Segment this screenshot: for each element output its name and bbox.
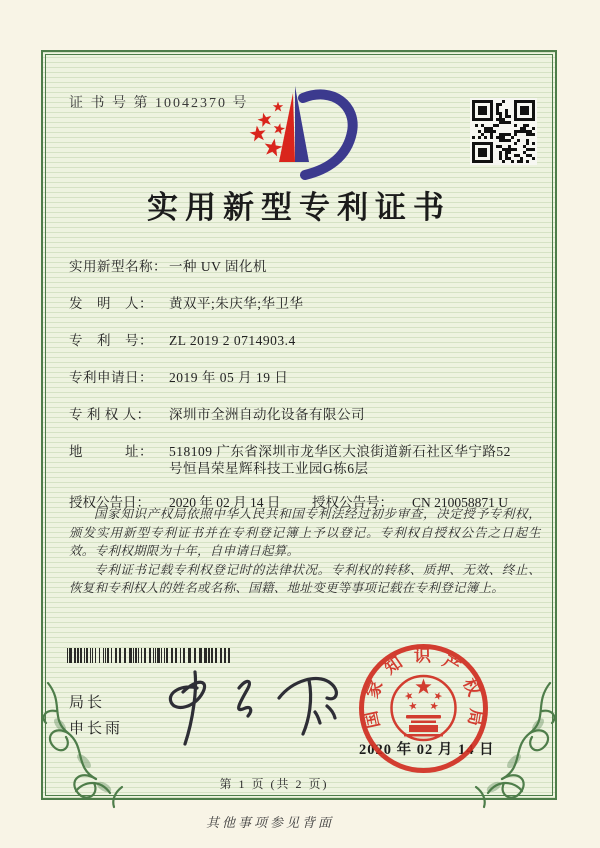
field-row-address — [69, 443, 531, 477]
officer-block — [69, 690, 123, 742]
field-row-patentee — [69, 406, 531, 423]
grant-no-value: CN 210058871 U — [412, 495, 509, 510]
field-value: 一种 UV 固化机 — [169, 259, 268, 274]
field-row-filing-date — [69, 369, 531, 386]
certificate-number: 证 书 号 第 10042370 号 — [69, 96, 249, 111]
field-label: 实用新型名称： — [69, 259, 167, 274]
field-row-name — [69, 258, 531, 275]
field-value: ZL 2019 2 0714903.4 — [169, 333, 296, 348]
page-footer: 第 1 页 (共 2 页) — [219, 777, 329, 791]
back-note: 其他事项参见背面 — [205, 815, 334, 830]
cnipa-logo-icon — [229, 80, 369, 190]
certificate-title: 实用新型专利证书 — [147, 190, 451, 225]
national-emblem-icon — [392, 676, 456, 740]
field-label: 专 利 号： — [69, 333, 153, 348]
field-row-patent-no — [69, 332, 531, 349]
field-label: 专 利 权 人： — [69, 407, 151, 422]
field-label: 发 明 人： — [69, 296, 153, 311]
field-label: 专利申请日： — [69, 370, 153, 385]
certificate-sheet — [41, 50, 557, 800]
grant-date-label: 授权公告日： — [69, 495, 150, 510]
seal-date: 2020 年 02 月 14 日 — [359, 742, 495, 758]
field-row-inventors — [69, 295, 531, 312]
legal-paragraph: 国家知识产权局依照中华人民共和国专利法经过初步审查，决定授予专利权，颁发实用新型专利证书并在专利登记簿上予以登记。专利权自授权公告之日起生效。专利权期限为十年，自申请日起算。 — [69, 507, 541, 558]
official-seal — [356, 641, 491, 776]
legal-text — [69, 505, 541, 598]
field-value: 深圳市全洲自动化设备有限公司 — [169, 407, 365, 422]
qr-code — [470, 98, 537, 165]
legal-paragraph: 专利证书记载专利权登记时的法律状况。专利权的转移、质押、无效、终止、恢复和专利权人的姓名或名称、国籍、地址变更等事项记载在专利登记簿上。 — [69, 562, 541, 595]
grant-date-value: 2020 年 02 月 14 日 — [169, 495, 281, 510]
field-label: 地 址： — [69, 444, 153, 459]
field-value: 黄双平;朱庆华;华卫华 — [169, 296, 304, 311]
signature — [131, 658, 366, 758]
grant-no-label: 授权公告号： — [312, 495, 393, 510]
officer-name: 申长雨 — [69, 721, 124, 737]
field-value: 2019 年 05 月 19 日 — [169, 370, 289, 385]
officer-title: 局长 — [69, 695, 106, 711]
field-value: 518109 广东省深圳市龙华区大浪街道新石社区华宁路52号恒昌荣星辉科技工业园G栋6层 — [169, 444, 511, 476]
field-list — [69, 258, 531, 511]
seal-ring-text: 国家知识产权局 — [361, 646, 487, 730]
